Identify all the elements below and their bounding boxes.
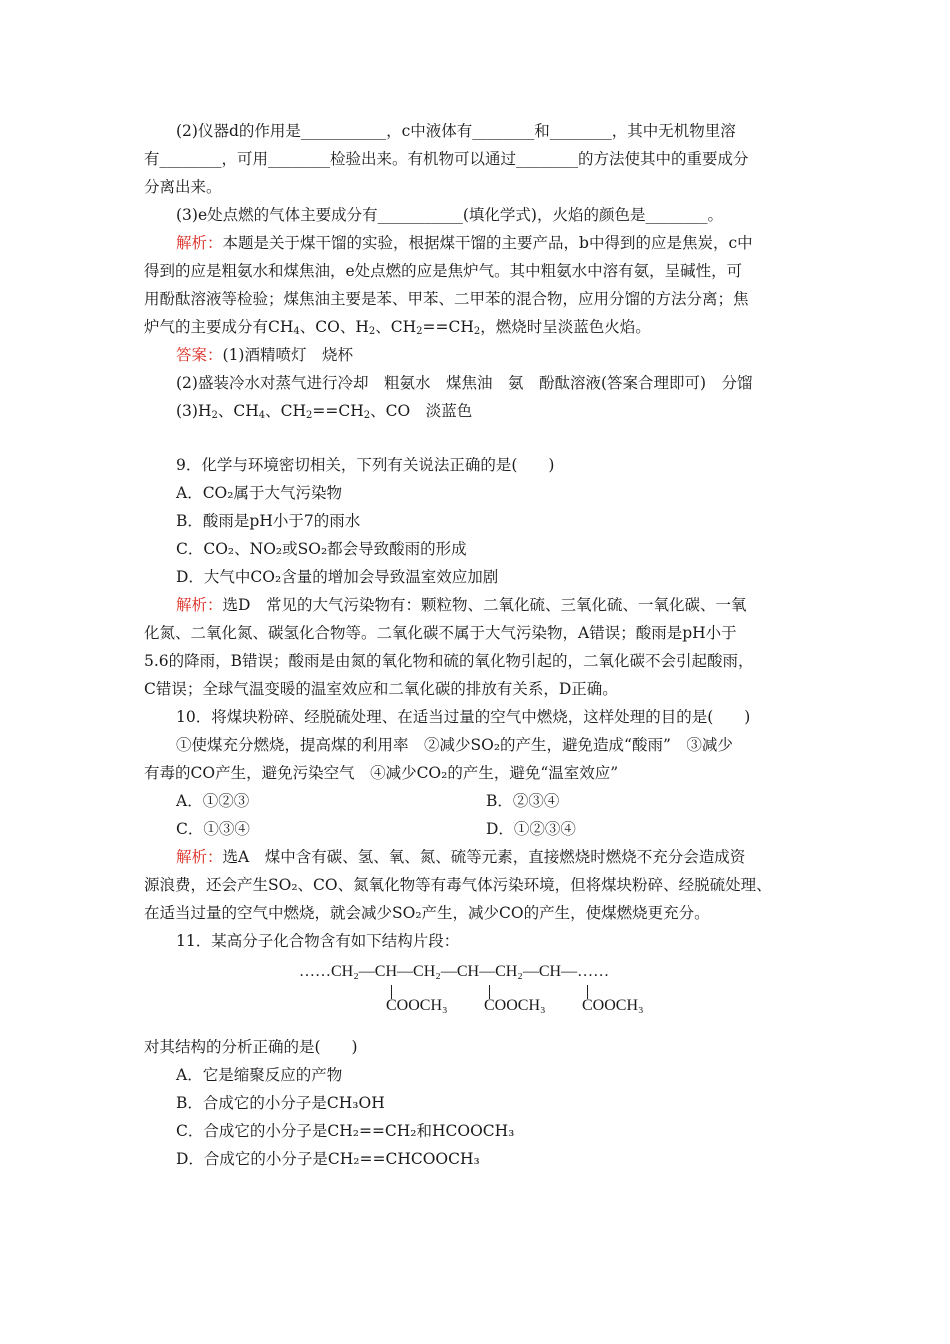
explanation-label: 解析： [176, 848, 223, 866]
q8-explanation-line1: 解析：本题是关于煤干馏的实验，根据煤干馏的主要产品，b中得到的应是焦炭，c中 [176, 234, 753, 252]
ester-group: COOCH₃ [386, 997, 448, 1014]
q11-option-d: D．合成它的小分子是CH₂==CHCOOCH₃ [176, 1150, 480, 1168]
q8-part2-line3: 分离出来。 [144, 178, 222, 196]
q9-explanation-line3: 5.6的降雨，B错误；酸雨是由氮的氧化物和硫的氧化物引起的，二氧化碳不会引起酸雨， [144, 652, 754, 670]
q10-stem: 10．将煤块粉碎、经脱硫处理、在适当过量的空气中燃烧，这样处理的目的是( ) [176, 708, 751, 726]
q8-explanation-line4: 炉气的主要成分有$CH_4$、CO、$H_2$、$CH_2==CH_2$，燃烧时呈淡蓝色火焰。 [144, 318, 651, 337]
explanation-label: 解析： [176, 234, 223, 252]
q11-stem: 11．某高分子化合物含有如下结构片段： [176, 932, 460, 950]
q8-answer-line1: 答案：(1)酒精喷灯 烧杯 [176, 346, 353, 364]
q8-explanation-line2: 得到的应是粗氨水和煤焦油，e处点燃的应是焦炉气。其中粗氨水中溶有氨，呈碱性，可 [144, 262, 743, 280]
ester-group: COOCH₃ [582, 997, 644, 1014]
polymer-chain: ……CH₂—CH—CH₂—CH—CH₂—CH—…… [299, 963, 610, 980]
q10-option-c: C．①③④ [176, 820, 250, 838]
q10-statements-line2: 有毒的CO产生，避免污染空气 ④减少CO₂的产生，避免“温室效应” [144, 764, 619, 782]
q11-option-b: B．合成它的小分子是CH₃OH [176, 1094, 385, 1112]
q10-statements-line1: ①使煤充分燃烧，提高煤的利用率 ②减少SO₂的产生，避免造成“酸雨” ③减少 [176, 736, 733, 754]
q10-options-row2 [144, 815, 812, 843]
ester-group: COOCH₃ [484, 997, 546, 1014]
q10-option-a: A．①②③ [176, 792, 250, 810]
q9-option-a: A．CO₂属于大气污染物 [176, 484, 342, 502]
answer-label: 答案： [176, 346, 223, 364]
q10-explanation-line3: 在适当过量的空气中燃烧，就会减少SO₂产生，减少CO的产生，使煤燃烧更充分。 [144, 904, 710, 922]
q8-part3-line: (3)e处点燃的气体主要成分有___________(填化学式)，火焰的颜色是________。 [176, 206, 723, 224]
q11-option-c: C．合成它的小分子是CH₂==CH₂和HCOOCH₃ [176, 1122, 515, 1140]
q9-explanation-line4: C错误；全球气温变暖的温室效应和二氧化碳的排放有关系，D正确。 [144, 680, 618, 698]
q8-answer-line2: (2)盛装冷水对蒸气进行冷却 粗氨水 煤焦油 氨 酚酞溶液(答案合理即可) 分馏 [176, 374, 753, 392]
q10-option-d: D．①②③④ [486, 820, 576, 838]
q9-option-b: B．酸雨是pH小于7的雨水 [176, 512, 361, 530]
q10-option-b: B．②③④ [486, 792, 560, 810]
q10-options-row1 [144, 787, 812, 815]
q11-option-a: A．它是缩聚反应的产物 [176, 1066, 343, 1084]
q9-option-d: D．大气中CO₂含量的增加会导致温室效应加剧 [176, 568, 499, 586]
document-page [144, 117, 812, 1173]
explanation-label: 解析： [176, 596, 223, 614]
q8-answer-line3: $(3)H_2$、$CH_4$、$CH_2==CH_2$、CO 淡蓝色 [176, 402, 473, 421]
polymer-structure [144, 963, 812, 1027]
q10-explanation-line2: 源浪费，还会产生SO₂、CO、氮氧化物等有毒气体污染环境，但将煤块粉碎、经脱硫处理、 [144, 876, 772, 894]
q11-question: 对其结构的分析正确的是( ) [144, 1038, 358, 1056]
q9-option-c: C．CO₂、NO₂或SO₂都会导致酸雨的形成 [176, 540, 467, 558]
q9-stem: 9．化学与环境密切相关，下列有关说法正确的是( ) [176, 456, 555, 474]
q8-explanation-line3: 用酚酞溶液等检验；煤焦油主要是苯、甲苯、二甲苯的混合物，应用分馏的方法分离；焦 [144, 290, 749, 308]
q8-part2-line1: (2)仪器d的作用是___________，c中液体有________和________，其中无机物里溶 [176, 122, 736, 140]
q9-explanation-line1: 解析：选D 常见的大气污染物有：颗粒物、二氧化硫、三氧化硫、一氧化碳、一氧 [176, 596, 747, 614]
q8-part2-line2: 有________，可用________检验出来。有机物可以通过________的方法使其中的重要成分 [144, 150, 749, 168]
q9-explanation-line2: 化氮、二氧化氮、碳氢化合物等。二氧化碳不属于大气污染物，A错误；酸雨是pH小于 [144, 624, 737, 642]
q10-explanation-line1: 解析：选A 煤中含有碳、氢、氧、氮、硫等元素，直接燃烧时燃烧不充分会造成资 [176, 848, 746, 866]
